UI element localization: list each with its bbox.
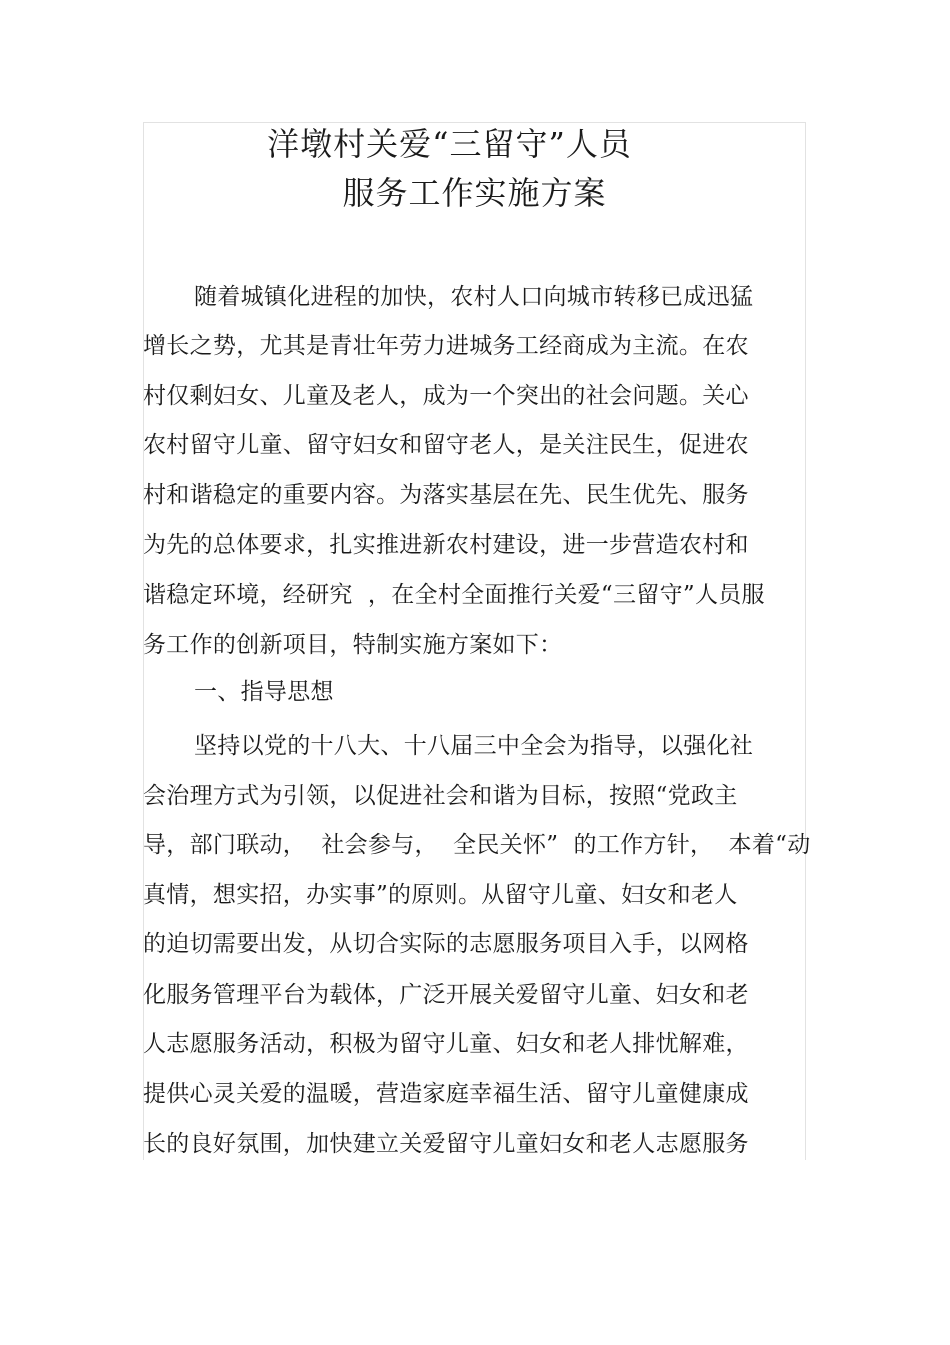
intro-line-2: 增长之势，尤其是青壮年劳力进城务工经商成为主流。在农 [143,333,749,359]
intro-line-7: 谐稳定环境，经研究 ，在全村全面推行关爱“三留守”人员服 [143,582,765,608]
section-line-5: 的迫切需要出发，从切合实际的志愿服务项目入手，以网格 [143,931,749,957]
section-line-2: 会治理方式为引领，以促进社会和谐为目标，按照“党政主 [143,783,738,809]
section-line-1: 坚持以党的十八大、十八届三中全会为指导，以强化社 [194,733,754,759]
intro-line-1: 随着城镇化进程的加快，农村人口向城市转移已成迅猛 [194,284,754,310]
intro-line-8: 务工作的创新项目，特制实施方案如下： [143,632,563,658]
intro-line-6: 为先的总体要求，扎实推进新农村建设，进一步营造农村和 [143,532,749,558]
section-line-4: 真情，想实招，办实事”的原则。从留守儿童、妇女和老人 [143,882,738,908]
document-title-line-1: 洋墩村关爱“三留守”人员 [267,125,632,163]
intro-line-4: 农村留守儿童、留守妇女和留守老人，是关注民生，促进农 [143,432,749,458]
section-line-9: 长的良好氛围，加快建立关爱留守儿童妇女和老人志愿服务 [143,1131,749,1157]
section-line-7: 人志愿服务活动，积极为留守儿童、妇女和老人排忧解难， [143,1031,749,1057]
intro-line-3: 村仅剩妇女、儿童及老人，成为一个突出的社会问题。关心 [143,383,749,409]
intro-line-5: 村和谐稳定的重要内容。为落实基层在先、民生优先、服务 [143,482,749,508]
section-line-8: 提供心灵关爱的温暖，营造家庭幸福生活、留守儿童健康成 [143,1081,749,1107]
document-title-line-2: 服务工作实施方案 [342,174,607,212]
section-line-6: 化服务管理平台为载体，广泛开展关爱留守儿童、妇女和老 [143,982,749,1008]
section-heading: 一、指导思想 [194,679,334,705]
section-line-3: 导，部门联动， 社会参与， 全民关怀” 的工作方针， 本着“动 [143,832,811,858]
